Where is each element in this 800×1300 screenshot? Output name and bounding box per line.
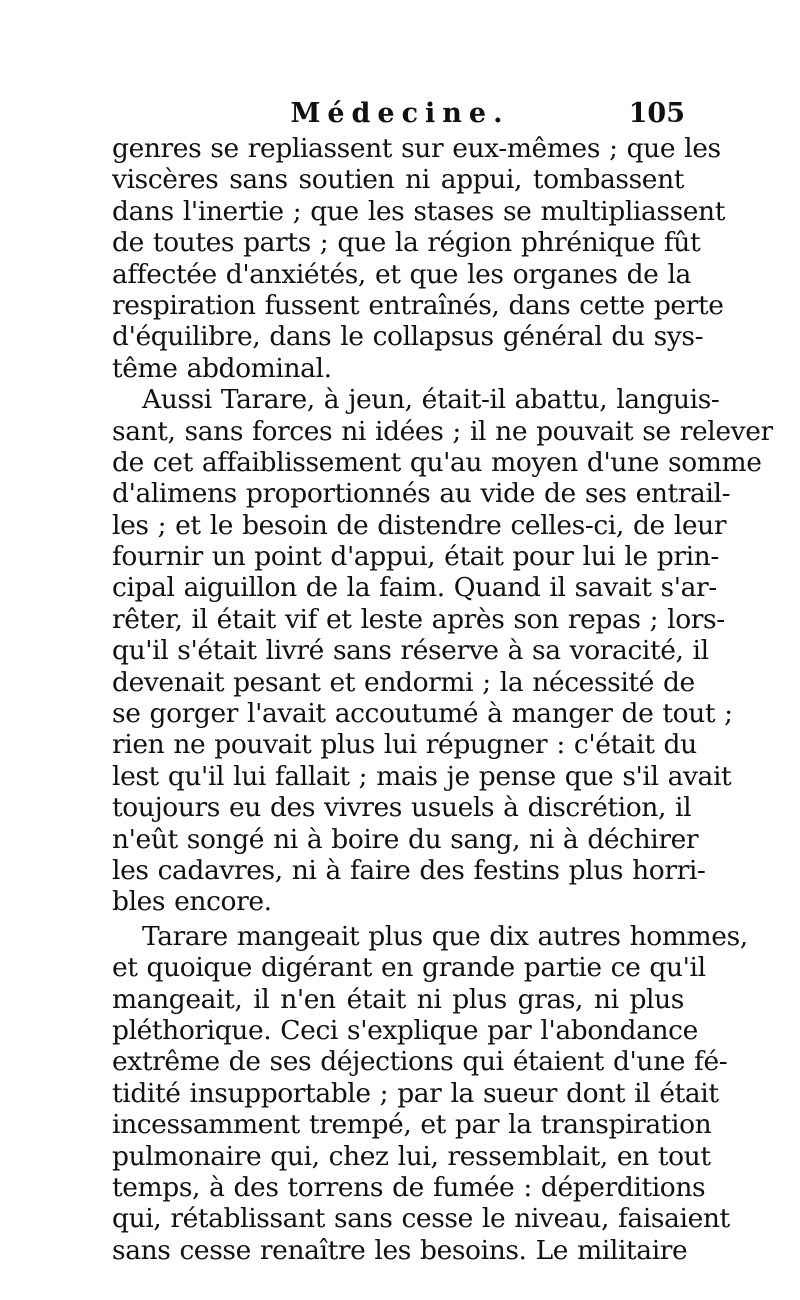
text-line: dans l'inertie ; que les stases se multipliassent: [112, 195, 725, 227]
text-line: de toutes parts ; que la région phrénique fût: [112, 227, 701, 259]
text-line: Aussi Tarare, à jeun, était-il abattu, languis-: [142, 384, 720, 416]
running-head-title: Médecine.: [290, 98, 510, 129]
text-line: qui, rétablissant sans cesse le niveau, faisaient: [112, 1203, 730, 1235]
text-line: extrême de ses déjections qui étaient d'une fé-: [112, 1046, 728, 1078]
text-line: tidité insupportable ; par la sueur dont il était: [112, 1077, 719, 1109]
text-line: et quoique digérant en grande partie ce qu'il: [112, 952, 706, 984]
text-line: devenait pesant et endormi ; la nécessité de: [112, 666, 695, 698]
text-line: pulmonaire qui, chez lui, ressemblait, en tout: [112, 1140, 711, 1172]
text-line: cipal aiguillon de la faim. Quand il savait s'ar-: [112, 572, 717, 604]
text-line: les cadavres, ni à faire des festins plus horri-: [112, 854, 706, 886]
text-line: se gorger l'avait accoutumé à manger de tout ;: [112, 698, 733, 730]
text-line: affectée d'anxiétés, et que les organes de la: [112, 258, 691, 290]
body-text: [112, 133, 773, 1266]
text-line: viscères sans soutien ni appui, tombassent: [112, 164, 684, 196]
text-line: rien ne pouvait plus lui répugner : c'était du: [112, 729, 697, 761]
text-line: de cet affaiblissement qu'au moyen d'une somme: [112, 446, 762, 478]
text-line: les ; et le besoin de distendre celles-ci, de leur: [112, 509, 727, 541]
text-line: mangeait, il n'en était ni plus gras, ni plus: [112, 983, 684, 1015]
text-line: rêter, il était vif et leste après son repas ; lors-: [112, 603, 725, 635]
text-line: pléthorique. Ceci s'explique par l'abondance: [112, 1014, 698, 1046]
page-number: 105: [628, 98, 685, 129]
text-line: genres se repliassent sur eux-mêmes ; que les: [112, 133, 721, 164]
text-line: incessamment trempé, et par la transpiration: [112, 1109, 712, 1141]
text-line: tême abdominal.: [112, 352, 332, 384]
text-line: n'eût songé ni à boire du sang, ni à déchirer: [112, 823, 699, 855]
text-line: sans cesse renaître les besoins. Le militaire: [112, 1234, 688, 1266]
text-line: Tarare mangeait plus que dix autres hommes,: [142, 920, 748, 952]
text-line: lest qu'il lui fallait ; mais je pense que s'il avait: [112, 760, 732, 792]
text-line: toujours eu des vivres usuels à discrétion, il: [112, 792, 692, 824]
text-line: qu'il s'était livré sans réserve à sa voracité, il: [112, 635, 709, 667]
text-line: bles encore.: [112, 886, 272, 918]
text-line: temps, à des torrens de fumée : déperditions: [112, 1171, 706, 1203]
text-line: d'alimens proportionnés au vide de ses entrail-: [112, 478, 731, 510]
text-line: sant, sans forces ni idées ; il ne pouvait se relever: [112, 415, 773, 447]
text-line: fournir un point d'appui, était pour lui le prin-: [112, 541, 719, 573]
text-line: d'équilibre, dans le collapsus général du sys-: [112, 321, 704, 353]
running-head: [115, 98, 685, 134]
text-line: respiration fussent entraînés, dans cette perte: [112, 289, 724, 321]
